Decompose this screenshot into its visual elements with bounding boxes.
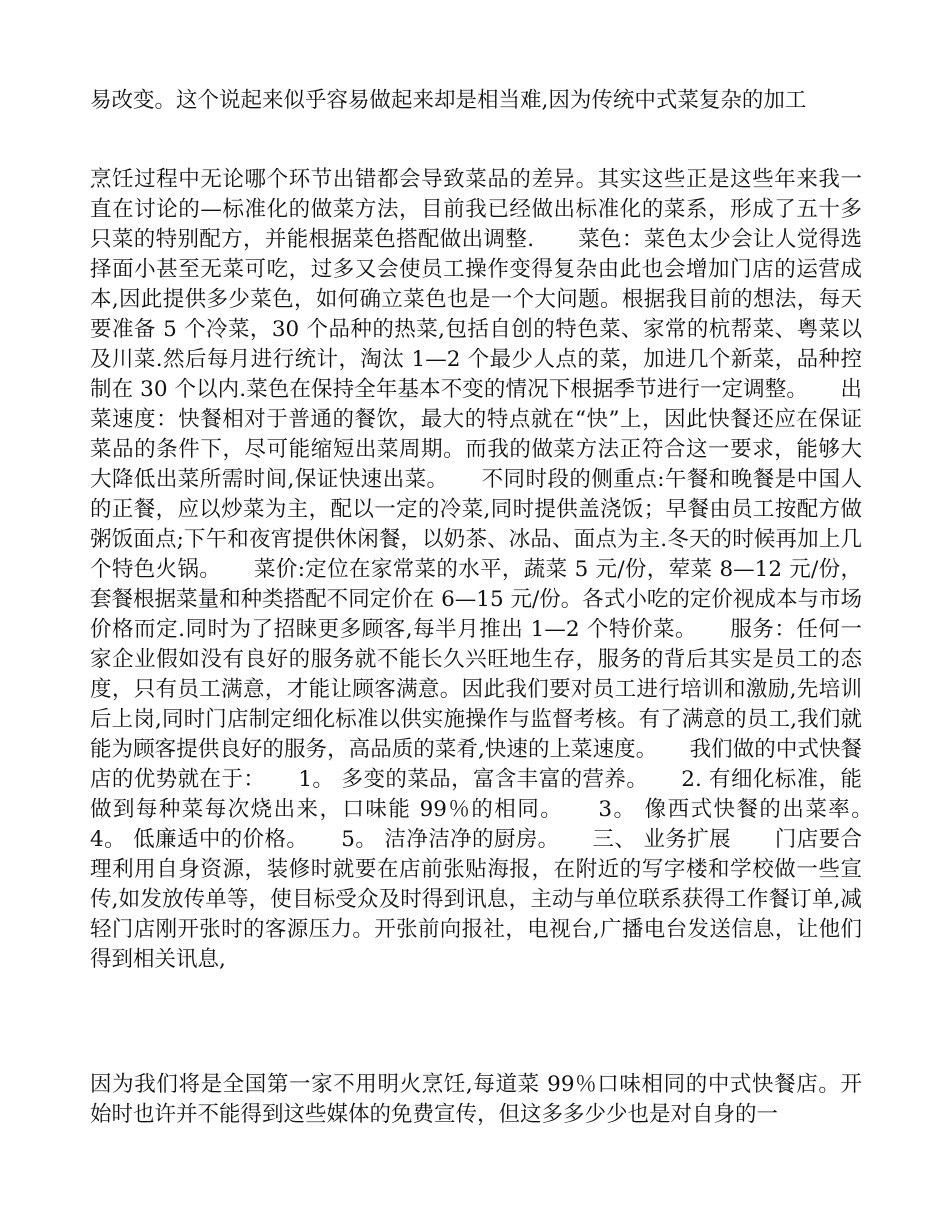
paragraph-1: 易改变。这个说起来似乎容易做起来却是相当难,因为传统中式菜复杂的加工 <box>90 88 807 113</box>
paragraph-2: 烹饪过程中无论哪个环节出错都会导致菜品的差异。其实这些正是这些年来我一直在讨论的—标准化的做菜方法，目前我已经做出标准化的菜系，形成了五十多只菜的特别配方，并能根据菜色搭配做出调整. 菜色：菜色太少会让人觉得选择面小甚至无菜可吃，过多又会使员工操作变得复杂由此也会增加门店的运营成本,因此提供多少菜色，如何确立菜色也是一个大问题。根据我目前的想法，每天要准备 5 个冷菜，30 个品种的热菜,包括自创的特色菜、家常的杭帮菜、粤菜以及川菜.然后每月进行统计，淘汰 1—2 个最少人点的菜，加进几个新菜，品种控制在 30 个以内.菜色在保持全年基本不变的情况下根据季节进行一定调整。 出菜速度：快餐相对于普通的餐饮，最大的特点就在“快”上，因此快餐还应在保证菜品的条件下，尽可能缩短出菜周期。而我的做菜方法正符合这一要求，能够大大降低出菜所需时间,保证快速出菜。 不同时段的侧重点:午餐和晚餐是中国人的正餐，应以炒菜为主，配以一定的冷菜,同时提供盖浇饭；早餐由员工按配方做粥饭面点;下午和夜宵提供休闲餐，以奶茶、冰品、面点为主.冬天的时候再加上几个特色火锅。 菜价:定位在家常菜的水平，蔬菜 5 元/份，荤菜 8—12 元/份，套餐根据菜量和种类搭配不同定价在 6—15 元/份。各式小吃的定价视成本与市场价格而定.同时为了招睐更多顾客,每半月推出 1—2 个特价菜。 服务：任何一家企业假如没有良好的服务就不能长久兴旺地生存，服务的背后其实是员工的态度，只有员工满意，才能让顾客满意。因此我们要对员工进行培训和激励,先培训后上岗,同时门店制定细化标准以供实施操作与监督考核。有了满意的员工,我们就能为顾客提供良好的服务，高品质的菜肴,快速的上菜速度。 我们做的中式快餐店的优势就在于： 1。 多变的菜品，富含丰富的营养。 2. 有细化标准，能做到每种菜每次烧出来，口味能 99％的相同。 3。 像西式快餐的出菜率。 4。 低廉适中的价格。 5。 洁净洁净的厨房。 三、 业务扩展 门店要合理利用自身资源，装修时就要在店前张贴海报，在附近的写字楼和学校做一些宣传,如发放传单等，使目标受众及时得到讯息，主动与单位联系获得工作餐订单,减轻门店刚开张时的客源压力。开张前向报社，电视台,广播电台发送信息，让他们得到相关讯息, <box>90 167 906 972</box>
paragraph-3: 因为我们将是全国第一家不用明火烹饪,每道菜 99％口味相同的中式快餐店。开始时也许并不能得到这些媒体的免费宣传，但这多多少少也是对自身的一 <box>90 1072 862 1127</box>
